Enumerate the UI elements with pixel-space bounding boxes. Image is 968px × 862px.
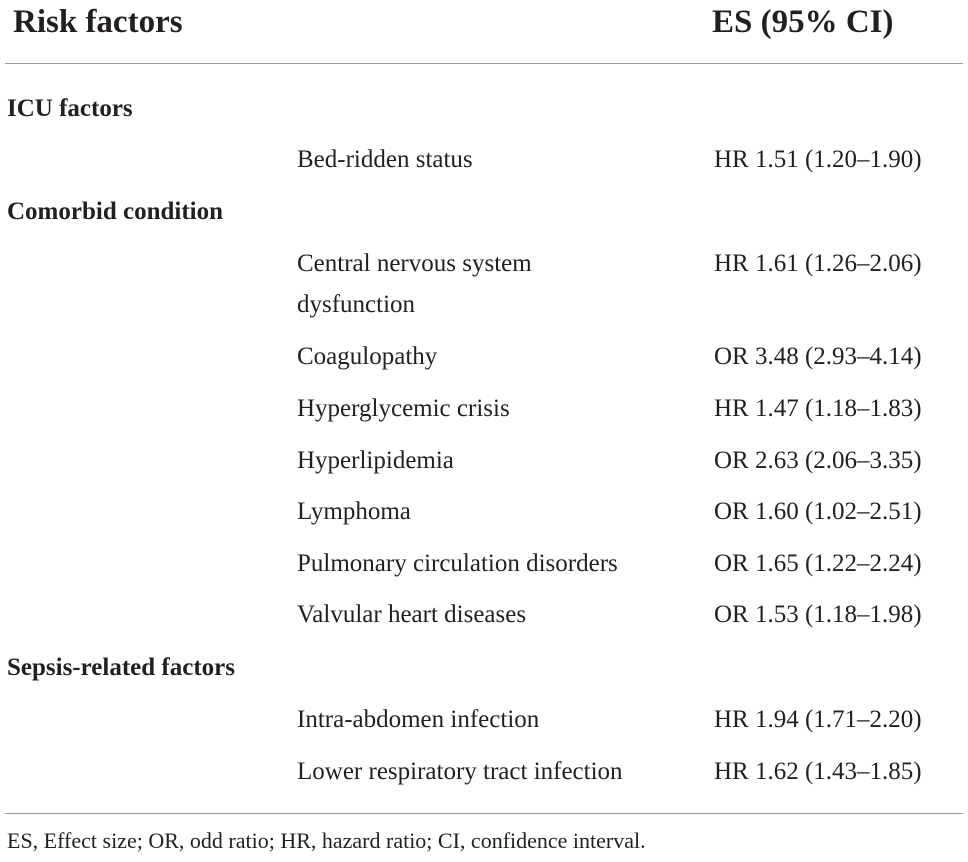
- table-row-factor: Valvular heart diseases: [297, 601, 527, 628]
- group-label-comorbid-condition: Comorbid condition: [7, 198, 224, 225]
- table-row-factor: Hyperglycemic crisis: [297, 395, 510, 422]
- table-row-es: OR 1.53 (1.18–1.98): [714, 601, 922, 628]
- column-header-risk-factors: Risk factors: [13, 4, 183, 40]
- table-row-es: HR 1.62 (1.43–1.85): [714, 758, 922, 785]
- group-label-sepsis-related-factors: Sepsis-related factors: [7, 654, 235, 681]
- table-row-factor: Lymphoma: [297, 498, 411, 525]
- table-row-es: OR 2.63 (2.06–3.35): [714, 447, 922, 474]
- group-label-icu-factors: ICU factors: [7, 95, 133, 122]
- table-row-factor: Bed-ridden status: [297, 146, 473, 173]
- table-row-es: OR 1.60 (1.02–2.51): [714, 498, 922, 525]
- header-divider: [5, 63, 963, 64]
- table-row-factor: Hyperlipidemia: [297, 447, 454, 474]
- table-row-factor: Coagulopathy: [297, 343, 438, 370]
- table-row-factor: Pulmonary circulation disorders: [297, 550, 618, 577]
- table-row-es: OR 1.65 (1.22–2.24): [714, 550, 922, 577]
- footer-divider: [5, 813, 963, 814]
- table-row-factor: Lower respiratory tract infection: [297, 758, 623, 785]
- table-row-es: HR 1.51 (1.20–1.90): [714, 146, 922, 173]
- column-header-es-ci: ES (95% CI): [712, 4, 894, 40]
- table-row-es: HR 1.47 (1.18–1.83): [714, 395, 922, 422]
- table-row-factor: Intra-abdomen infection: [297, 706, 540, 733]
- table-row-es: OR 3.48 (2.93–4.14): [714, 343, 922, 370]
- table-row-es: HR 1.94 (1.71–2.20): [714, 706, 922, 733]
- table-footnote: ES, Effect size; OR, odd ratio; HR, hazard ratio; CI, confidence interval.: [7, 828, 646, 853]
- table-header: [0, 0, 968, 60]
- table-row-factor: Central nervous system dysfunction: [297, 250, 532, 318]
- table-row-es: HR 1.61 (1.26–2.06): [714, 250, 922, 277]
